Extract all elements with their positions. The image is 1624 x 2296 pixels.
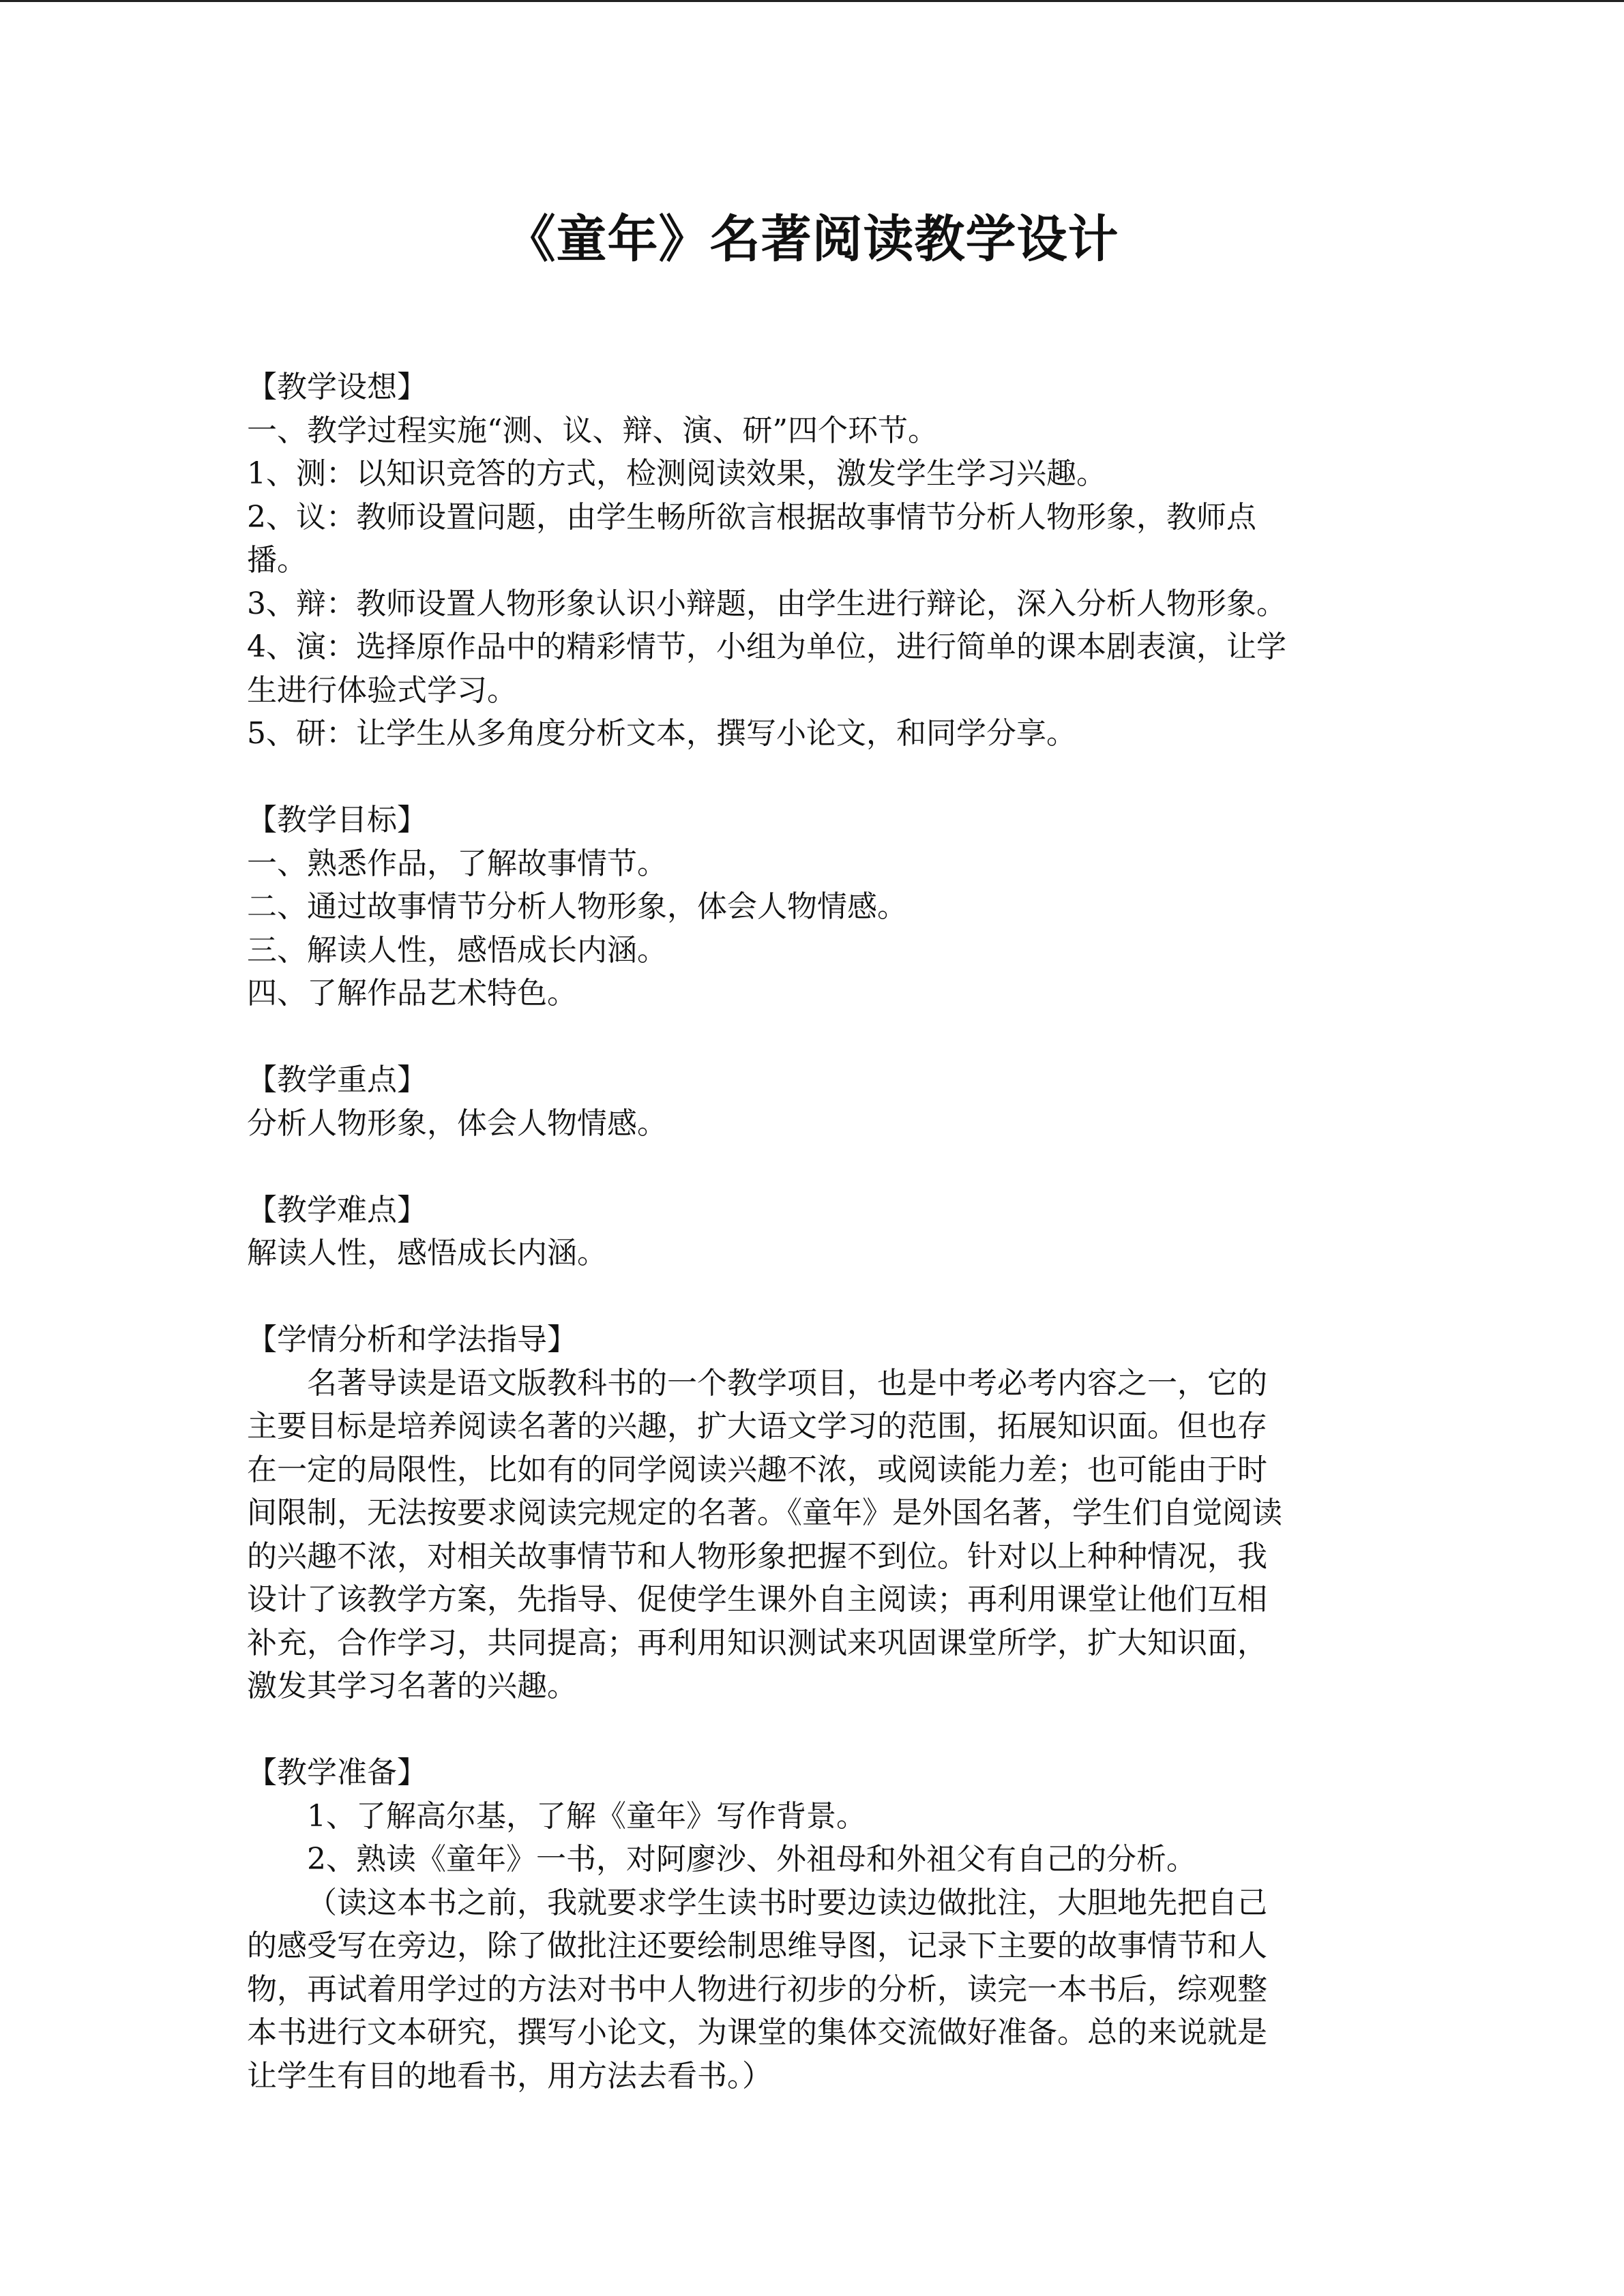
section-heading-key-points: 【教学重点】 (247, 1062, 427, 1097)
section-heading-analysis: 【学情分析和学法指导】 (247, 1322, 577, 1357)
objective-line: 二、通过故事情节分析人物形象，体会人物情感。 (247, 889, 907, 924)
section-heading-difficulties: 【教学难点】 (247, 1192, 427, 1227)
section-spacer (247, 1015, 1379, 1059)
section-heading-preparation: 【教学准备】 (247, 1755, 427, 1790)
preparation-line: 的感受写在旁边，除了做批注还要绘制思维导图，记录下主要的故事情节和人 (247, 1928, 1267, 1963)
design-idea-line: 生进行体验式学习。 (247, 672, 517, 708)
analysis-line: 补充，合作学习，共同提高；再利用知识测试来巩固课堂所学，扩大知识面， (247, 1625, 1267, 1660)
objective-line: 四、了解作品艺术特色。 (247, 976, 577, 1011)
difficulty-line: 解读人性，感悟成长内涵。 (247, 1236, 607, 1270)
section-spacer (247, 1708, 1379, 1752)
section-heading-design-idea: 【教学设想】 (247, 370, 427, 404)
key-point-line: 分析人物形象，体会人物情感。 (247, 1105, 667, 1141)
design-idea-line: 1、测：以知识竞答的方式，检测阅读效果，激发学生学习兴趣。 (247, 456, 1106, 491)
section-design-idea (247, 366, 1379, 756)
section-heading-objectives: 【教学目标】 (247, 803, 427, 837)
section-analysis (247, 1318, 1379, 1708)
section-spacer (247, 1145, 1379, 1189)
design-idea-line: 2、议：教师设置问题，由学生畅所欲言根据故事情节分析人物形象，教师点 (247, 499, 1256, 535)
analysis-line: 激发其学习名著的兴趣。 (247, 1669, 577, 1703)
section-objectives (247, 799, 1379, 1015)
section-spacer (247, 1275, 1379, 1319)
objective-line: 三、解读人性，感悟成长内涵。 (247, 932, 667, 968)
design-idea-line: 播。 (247, 543, 307, 578)
section-key-points (247, 1058, 1379, 1145)
document-title: 《童年》名著阅读教学设计 (505, 210, 1119, 269)
objective-line: 一、熟悉作品，了解故事情节。 (247, 846, 667, 881)
design-idea-line: 5、研：让学生从多角度分析文本，撰写小论文，和同学分享。 (247, 716, 1076, 751)
section-difficulties (247, 1189, 1379, 1275)
section-preparation (247, 1751, 1379, 2098)
design-idea-line: 3、辩：教师设置人物形象认识小辩题，由学生进行辩论，深入分析人物形象。 (247, 586, 1286, 621)
analysis-line: 在一定的局限性，比如有的同学阅读兴趣不浓，或阅读能力差；也可能由于时 (247, 1452, 1267, 1487)
analysis-line: 主要目标是培养阅读名著的兴趣，扩大语文学习的范围，拓展知识面。但也存 (247, 1409, 1267, 1444)
preparation-line: （读这本书之前，我就要求学生读书时要边读边做批注，大胆地先把自己 (307, 1885, 1267, 1920)
preparation-line: 本书进行文本研究，撰写小论文，为课堂的集体交流做好准备。总的来说就是 (247, 2015, 1267, 2050)
document-body (247, 366, 1379, 2098)
preparation-line: 2、熟读《童年》一书，对阿廖沙、外祖母和外祖父有自己的分析。 (307, 1842, 1196, 1877)
section-spacer (247, 756, 1379, 799)
analysis-line: 设计了该教学方案，先指导、促使学生课外自主阅读；再利用课堂让他们互相 (247, 1582, 1267, 1617)
analysis-line: 名著导读是语文版教科书的一个教学项目，也是中考必考内容之一，它的 (307, 1365, 1267, 1401)
preparation-line: 让学生有目的地看书，用方法去看书。） (247, 2058, 772, 2093)
design-idea-line: 4、演：选择原作品中的精彩情节，小组为单位，进行简单的课本剧表演，让学 (247, 629, 1286, 664)
design-idea-line: 一、教学过程实施“测、议、辩、演、研”四个环节。 (247, 413, 938, 448)
preparation-line: 1、了解高尔基，了解《童年》写作背景。 (307, 1798, 866, 1834)
page-top-border (0, 0, 1624, 2)
preparation-line: 物，再试着用学过的方法对书中人物进行初步的分析，读完一本书后，综观整 (247, 1971, 1267, 2007)
analysis-line: 的兴趣不浓，对相关故事情节和人物形象把握不到位。针对以上种种情况，我 (247, 1538, 1267, 1574)
analysis-line: 间限制，无法按要求阅读完规定的名著。《童年》是外国名著，学生们自觉阅读 (247, 1495, 1282, 1530)
